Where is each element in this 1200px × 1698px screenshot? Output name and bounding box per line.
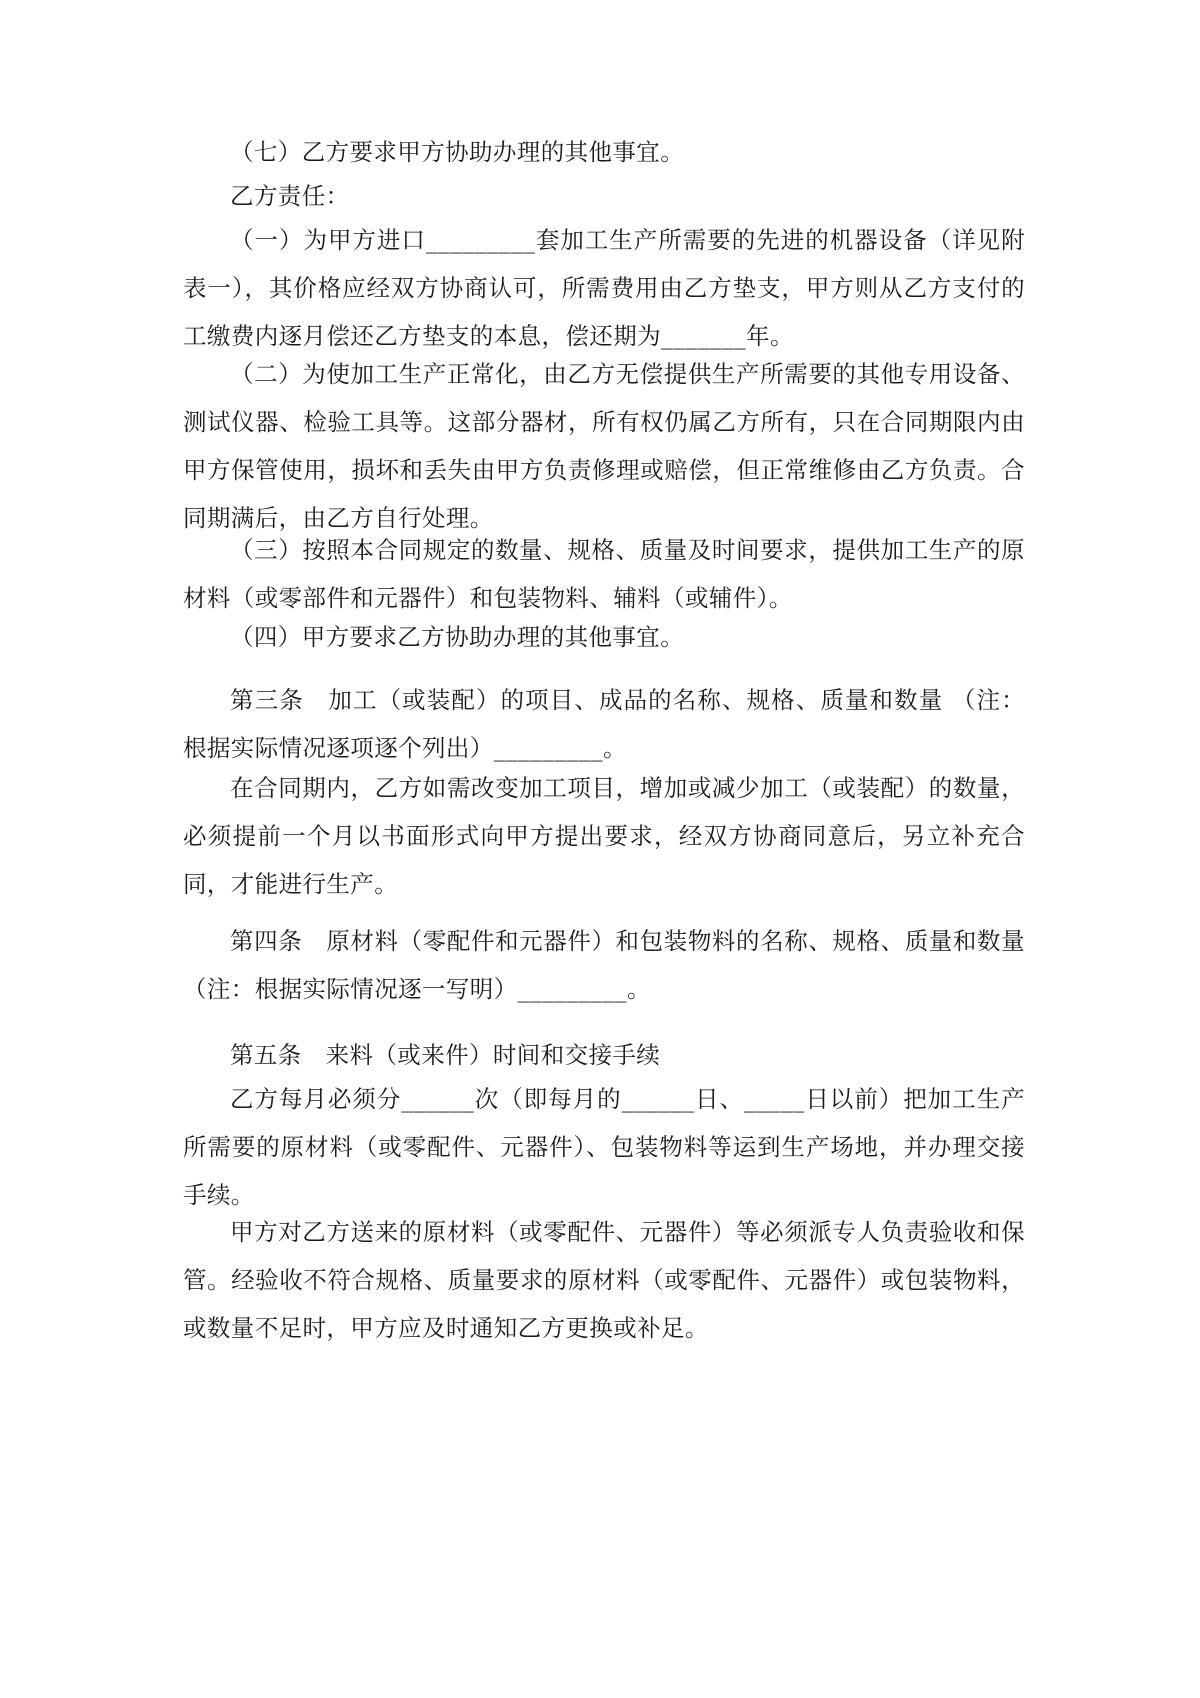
party-b-item-one: （一）为甲方进口_________套加工生产所需要的先进的机器设备（详见附表一），其价格应经双方协商认可，所需费用由乙方垫支，甲方则从乙方支付的工缴费内逐月偿还乙方垫支的本息，偿还期为_______年。 (183, 226, 1025, 350)
party-b-item-two: （二）为使加工生产正常化，由乙方无偿提供生产所需要的其他专用设备、测试仪器、检验工具等。这部分器材，所有权仍属乙方所有，只在合同期限内由甲方保管使用，损坏和丢失由甲方负责修理或赔偿，但正常维修由乙方负责。合同期满后，由乙方自行处理。 (183, 360, 1025, 532)
article-five-paragraph-one: 乙方每月必须分______次（即每月的______日、_____日以前）把加工生产所需要的原材料（或零配件、元器件）、包装物料等运到生产场地，并办理交接手续。 (183, 1085, 1025, 1209)
clause-item-seven: （七）乙方要求甲方协助办理的其他事宜。 (230, 138, 685, 166)
article-three: 第三条 加工（或装配）的项目、成品的名称、规格、质量和数量 （注：根据实际情况逐项逐个列出）_________。 (183, 686, 1025, 762)
article-five-heading: 第五条 来料（或来件）时间和交接手续 (230, 1041, 661, 1069)
article-three-paragraph: 在合同期内，乙方如需改变加工项目，增加或减少加工（或装配）的数量，必须提前一个月以书面形式向甲方提出要求，经双方协商同意后，另立补充合同，才能进行生产。 (183, 774, 1025, 898)
party-b-item-four: （四）甲方要求乙方协助办理的其他事宜。 (230, 623, 685, 651)
party-b-item-three: （三）按照本合同规定的数量、规格、质量及时间要求，提供加工生产的原材料（或零部件和元器件）和包装物料、辅料（或辅件）。 (183, 536, 1025, 612)
party-b-responsibility-heading: 乙方责任： (230, 182, 350, 210)
article-four: 第四条 原材料（零配件和元器件）和包装物料的名称、规格、质量和数量（注：根据实际情况逐一写明）_________。 (183, 927, 1025, 1003)
article-five-paragraph-two: 甲方对乙方送来的原材料（或零配件、元器件）等必须派专人负责验收和保管。经验收不符合规格、质量要求的原材料（或零配件、元器件）或包装物料，或数量不足时，甲方应及时通知乙方更换或补足。 (183, 1218, 1025, 1342)
document-page (183, 0, 1025, 1698)
